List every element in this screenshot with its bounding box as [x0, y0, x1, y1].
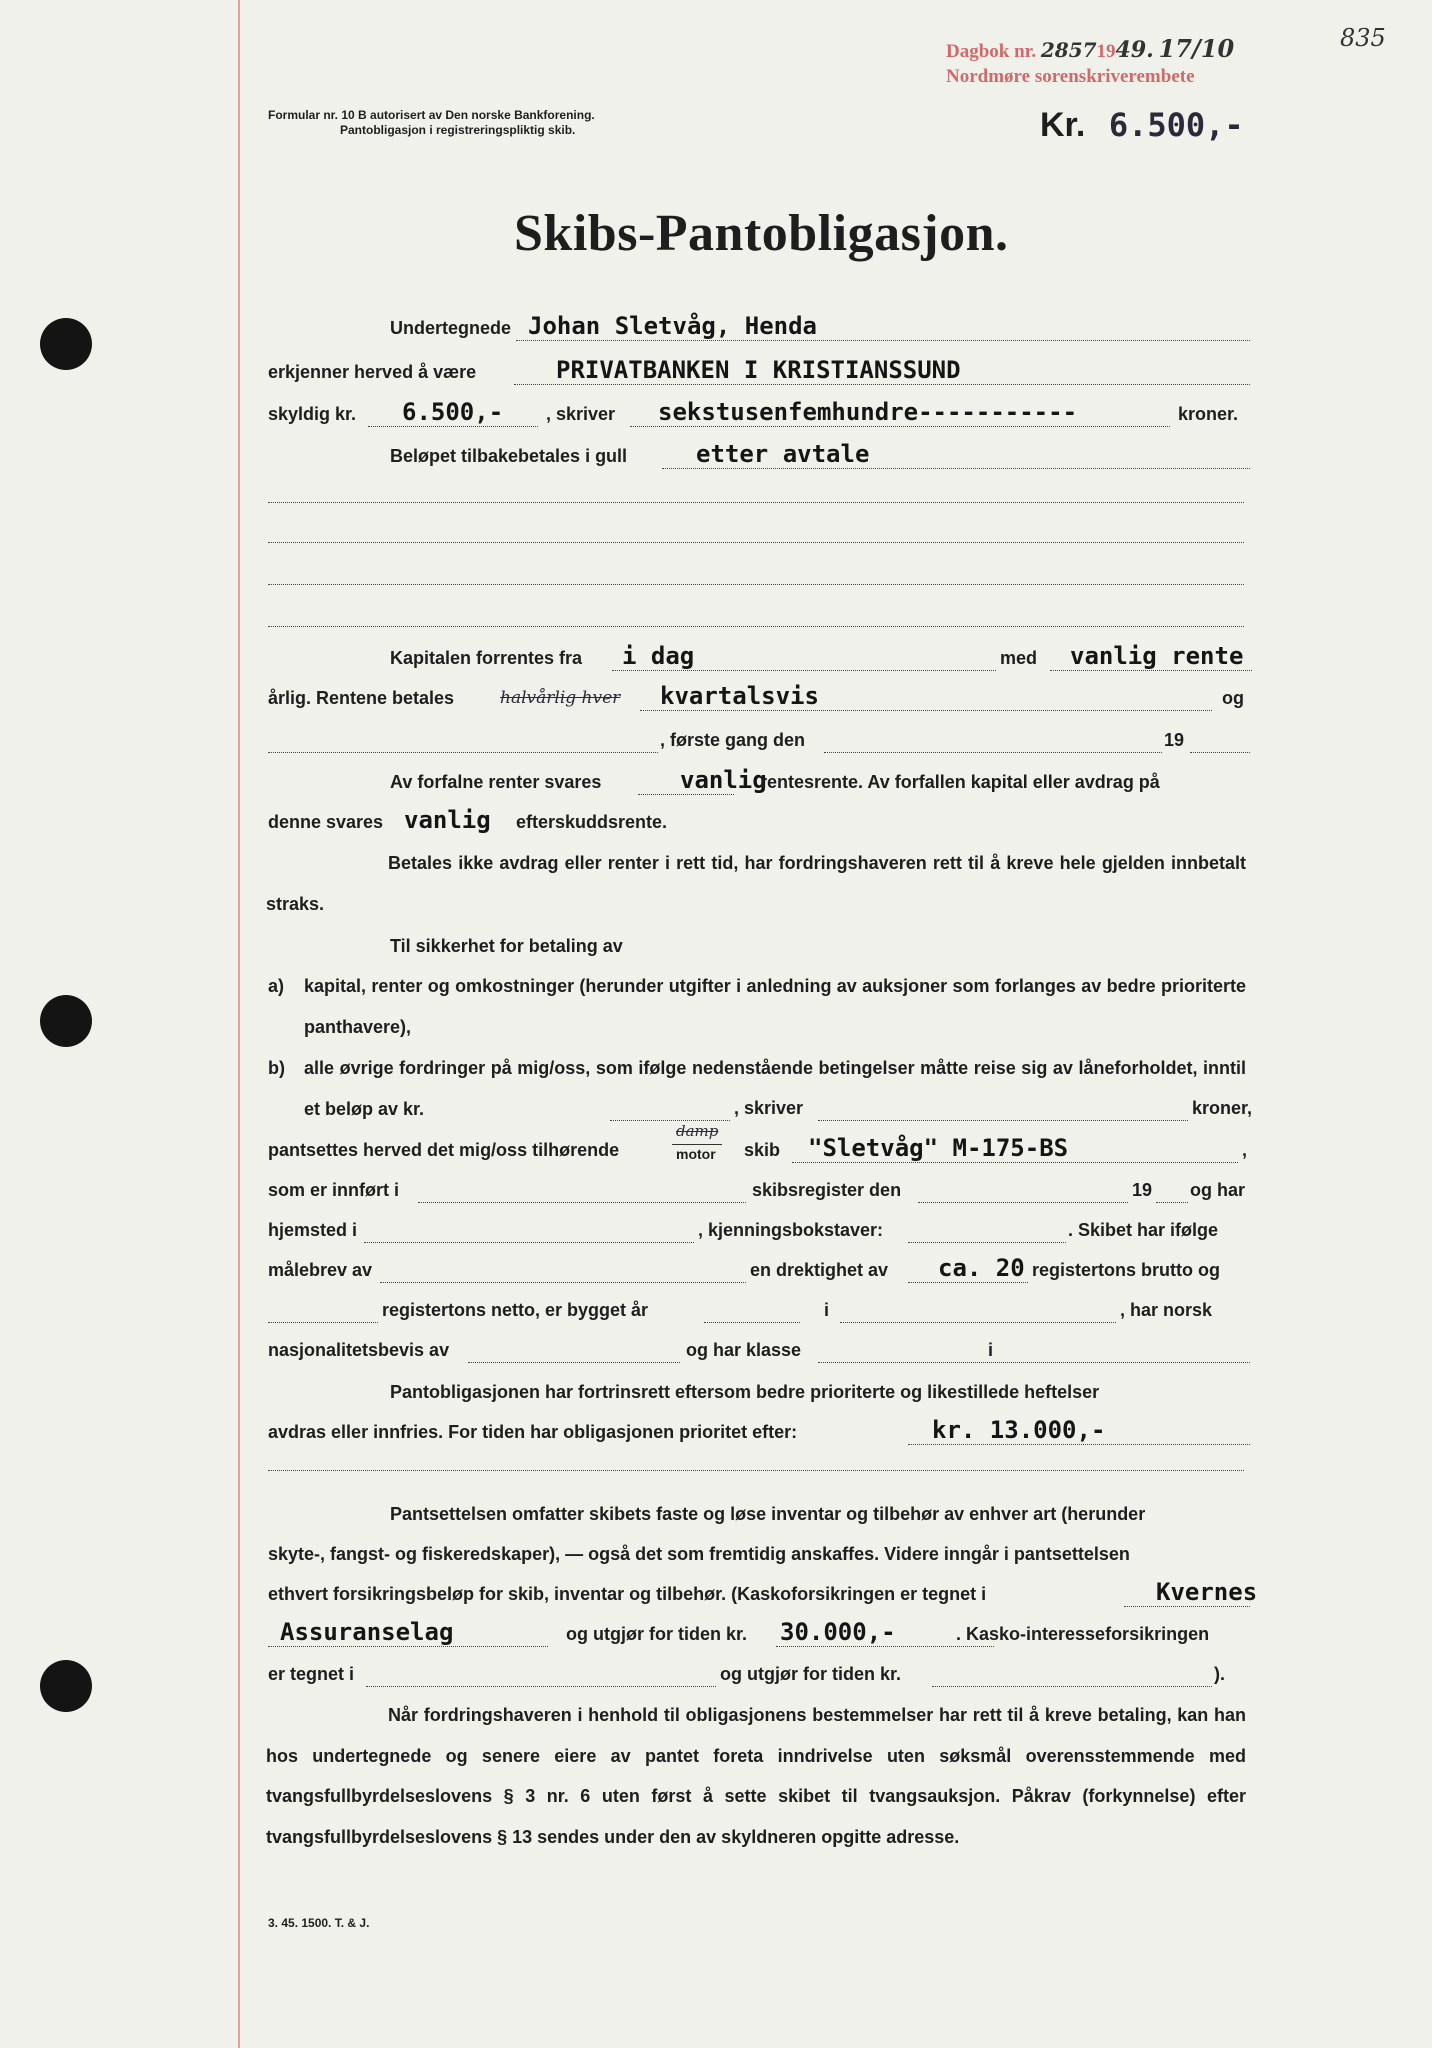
- interest-rate: vanlig rente: [1070, 642, 1244, 670]
- b-skriver-label: , skriver: [734, 1098, 804, 1118]
- row-insurance-1: [390, 1504, 1252, 1532]
- forfalne-fill: vanlig: [680, 766, 767, 794]
- blank-line-5: [268, 1470, 1244, 1471]
- insurance-text-3: ethvert forsikringsbeløp for skib, inventar og tilbehør. (Kaskoforsikringen er tegnet i: [268, 1584, 987, 1604]
- blank-line-3: [268, 584, 1244, 585]
- bygget-i-label: i: [824, 1300, 830, 1320]
- motor-option: motor: [676, 1146, 716, 1162]
- b-kroner-label: kroner,: [1192, 1098, 1253, 1118]
- paragraph-innfordring: Når fordringshaveren i henhold til obligasjonens bestemmelser har rett til å kreve betaling, kan han hos undertegnede og senere eiere av pantet foreta inndrivelse uten søksmål overensstemmende med tvangsfullbyrdelseslovens § 3 nr. 6 uten først å sette skibet til tvangsauksjon. Påkrav (forkynnelse) efter tvangsfullbyrdelseslovens § 13 sendes under den av skyldneren opgitte adresse.: [266, 1705, 1246, 1847]
- interest-period: kvartalsvis: [660, 682, 819, 710]
- repayment-terms: etter avtale: [696, 440, 870, 468]
- row-pantsettes: [268, 1122, 1250, 1168]
- og-har-label: og har: [1190, 1180, 1246, 1200]
- document-title: Skibs-Pantobligasjon.: [514, 205, 1009, 262]
- blank-line-4: [268, 626, 1244, 627]
- row-innfort: [268, 1180, 1250, 1208]
- skibet-har-label: . Skibet har ifølge: [1068, 1220, 1219, 1240]
- tegnet-label: er tegnet i: [268, 1664, 355, 1684]
- row-forste-gang: [268, 730, 1250, 758]
- skibsregister-label: skibsregister den: [752, 1180, 902, 1200]
- item-b-text: alle øvrige fordringer på mig/oss, som ifølge nedenstående betingelser måtte reise sig av låneforholdet, inntil et beløp av kr.: [304, 1058, 1246, 1119]
- efterskuddsrente-text: efterskuddsrente.: [516, 812, 668, 832]
- skib-label: skib: [744, 1140, 781, 1160]
- priority-text-2: avdras eller innfries. For tiden har obligasjonen prioritet efter:: [268, 1422, 798, 1442]
- row-belopet: [390, 440, 1250, 474]
- insurance-value: 30.000,-: [780, 1618, 896, 1646]
- creditor-name: PRIVATBANKEN I KRISTIANSSUND: [556, 356, 961, 384]
- priority-value: kr. 13.000,-: [932, 1416, 1106, 1444]
- row-insurance-2: [268, 1544, 1250, 1572]
- row-denne-svares: [268, 806, 1250, 840]
- nasjonalitet-label: nasjonalitetsbevis av: [268, 1340, 450, 1360]
- malebrev-label: målebrev av: [268, 1260, 373, 1280]
- header-amount-label: Kr.: [1040, 106, 1086, 144]
- netto-label: registertons netto, er bygget år: [382, 1300, 649, 1320]
- ship-tonnage: ca. 20: [938, 1254, 1025, 1282]
- item-b-label: b): [268, 1058, 285, 1078]
- innfort-label: som er innført i: [268, 1180, 400, 1200]
- row-netto: [268, 1300, 1250, 1328]
- header-amount-value: 6.500,-: [1108, 106, 1244, 144]
- journal-label: Dagbok nr.: [946, 41, 1037, 62]
- kroner-label: kroner.: [1178, 404, 1239, 424]
- court-office-stamp: Nordmøre sorenskriverembete: [946, 66, 1195, 87]
- row-aarlig: [268, 682, 1250, 716]
- forfalne-text: Av forfalne renter svares: [390, 772, 602, 792]
- register-year-label: 19: [1132, 1180, 1153, 1200]
- insurance-text-2: skyte-, fangst- og fiskeredskaper), — også det som fremtidig anskaffes. Videre inngår i pantsettelsen: [268, 1544, 1130, 1564]
- kasko-label: . Kasko-interesseforsikringen: [956, 1624, 1210, 1644]
- row-kapitalen: [390, 642, 1252, 676]
- header-amount: [1040, 106, 1244, 145]
- row-priority-2: [268, 1416, 1250, 1450]
- belopet-label: Beløpet tilbakebetales i gull: [390, 446, 628, 466]
- blank-line-1: [268, 502, 1244, 503]
- insurance-close: ).: [1214, 1664, 1225, 1684]
- denne-svares-text: denne svares: [268, 812, 384, 832]
- med-label: med: [1000, 648, 1038, 668]
- margin-line: [238, 0, 240, 2048]
- sikkerhet-text: Til sikkerhet for betaling av: [390, 936, 623, 956]
- undertegnede-label: Undertegnede: [390, 318, 512, 338]
- insurance-company-2: Assuranselag: [280, 1618, 454, 1646]
- priority-text-1: Pantobligasjonen har fortrinsrett eftersom bedre prioriterte og likestillede heftelser: [390, 1382, 1100, 1402]
- utgjor2-label: og utgjør for tiden kr.: [720, 1664, 901, 1684]
- utgjor-label: og utgjør for tiden kr.: [566, 1624, 747, 1644]
- kjenningsbokstaver-label: , kjenningsbokstaver:: [698, 1220, 884, 1240]
- paragraph-betales: Betales ikke avdrag eller renter i rett tid, har fordringshaveren rett til å kreve hele gjelden innbetalt straks.: [266, 853, 1246, 914]
- page-number: 835: [1340, 24, 1386, 52]
- journal-stamp-line1: [946, 34, 1234, 63]
- row-forfalne: [390, 766, 1252, 800]
- blank-line-2: [268, 542, 1244, 543]
- journal-number: 2857: [1040, 38, 1097, 62]
- norsk-label: , har norsk: [1120, 1300, 1213, 1320]
- insurance-company-1: Kvernes: [1156, 1578, 1258, 1606]
- drektighet-label: en drektighet av: [750, 1260, 889, 1280]
- punch-hole-middle: [40, 995, 92, 1047]
- forste-year-label: 19: [1164, 730, 1185, 750]
- klasse-i-label: i: [988, 1340, 994, 1360]
- interest-from: i dag: [622, 642, 695, 670]
- ship-name: "Sletvåg" M-175-BS: [808, 1134, 1069, 1162]
- item-a-text: kapital, renter og omkostninger (herunder utgifter i anledning av auksjoner som forlanges av bedre prioriterte panthavere),: [304, 976, 1246, 1037]
- skriver-label: , skriver: [546, 404, 616, 424]
- form-note-line1: Formular nr. 10 B autorisert av Den norske Bankforening.: [268, 108, 595, 122]
- erkjenner-label: erkjenner herved å være: [268, 362, 477, 382]
- row-malebrev: [268, 1254, 1250, 1288]
- row-sikkerhet: [390, 936, 990, 964]
- hjemsted-label: hjemsted i: [268, 1220, 358, 1240]
- punch-hole-top: [40, 318, 92, 370]
- damp-option: damp: [676, 1122, 719, 1140]
- journal-year-prefix: 19: [1096, 41, 1116, 62]
- insurance-text-1: Pantsettelsen omfatter skibets faste og løse inventar og tilbehør av enhver art (herunder: [390, 1504, 1146, 1524]
- skyldig-label: skyldig kr.: [268, 404, 357, 424]
- kapitalen-label: Kapitalen forrentes fra: [390, 648, 583, 668]
- denne-svares-fill: vanlig: [404, 806, 491, 834]
- struck-option: halvårlig hver: [500, 688, 621, 708]
- og-label: og: [1222, 688, 1244, 708]
- forste-gang-label: , første gang den: [660, 730, 806, 750]
- skyldig-amount: 6.500,-: [402, 398, 504, 426]
- row-insurance-5: [268, 1664, 1250, 1692]
- debtor-name: Johan Sletvåg, Henda: [528, 312, 817, 340]
- row-skyldig: [268, 398, 1250, 432]
- klasse-label: og har klasse: [686, 1340, 802, 1360]
- brutto-label: registertons brutto og: [1032, 1260, 1220, 1280]
- forfalne-text-2: rentesrente. Av forfallen kapital eller avdrag på: [760, 772, 1160, 792]
- amount-in-words: sekstusenfemhundre-----------: [658, 398, 1078, 426]
- form-note-line2: Pantobligasjon i registreringspliktig skib.: [340, 123, 576, 137]
- pantsettes-label: pantsettes herved det mig/oss tilhørende: [268, 1140, 620, 1160]
- row-nasjonalitet: [268, 1340, 1250, 1368]
- print-footer: 3. 45. 1500. T. & J.: [268, 1916, 370, 1930]
- row-insurance-4: [268, 1618, 1250, 1652]
- form-note: [268, 108, 595, 138]
- journal-date: 17/10: [1158, 34, 1235, 63]
- row-hjemsted: [268, 1220, 1250, 1248]
- row-priority-1: [390, 1382, 1252, 1410]
- journal-year: 49.: [1115, 37, 1154, 63]
- punch-hole-bottom: [40, 1660, 92, 1712]
- aarlig-label: årlig. Rentene betales: [268, 688, 455, 708]
- item-a-label: a): [268, 976, 285, 996]
- row-erkjenner: [268, 356, 1250, 390]
- ship-comma: ,: [1242, 1140, 1248, 1160]
- row-undertegnede: [390, 312, 1250, 346]
- row-insurance-3: [268, 1578, 1258, 1612]
